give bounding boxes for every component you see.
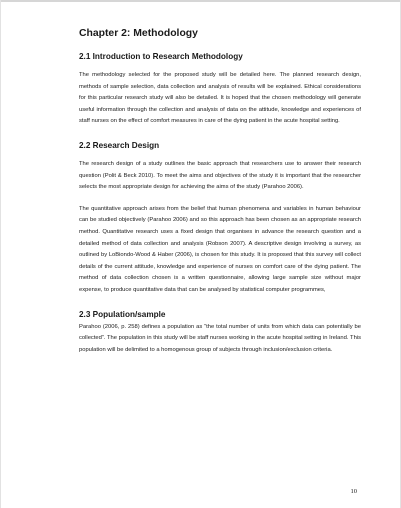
paragraph: The methodology selected for the proposed study will be detailed here. The planned research design, methods of sample selection, data collection and analysis of results will be explained. Ethical considerations for this particular research study will also be detailed. It is hoped that the chosen methodology will generate useful information through the collection and analysis of data on the attitude, knowledge and experiences of staff nurses on the effect of comfort measures in care of the dying patient in the acute hospital setting.	[79, 72, 361, 125]
section-heading: 2.1 Introduction to Research Methodology	[79, 52, 243, 61]
document-content	[79, 27, 361, 356]
page-left-border	[0, 0, 1, 508]
section-population-sample	[79, 309, 361, 357]
paragraph: The quantitative approach arises from the belief that human phenomena and variables in human behaviour can be studied objectively (Parahoo 2006) and so this approach has been chosen as an appropriate research method. Quantitative research uses a fixed design that organises in advance the research question and a detailed method of data collection and analysis (Robson 2007). A descriptive design involving a survey, as outlined by LoBiondo-Wood & Haber (2006), is chosen for this study. It is proposed that this survey will collect details of the current attitude, knowledge and experience of nurses on comfort care of the dying patient. The method of data collection chosen is a written questionnaire, allowing large sample size without major expense, to produce quantitative data that can be analysed by statistical computer programmes,	[79, 205, 361, 293]
chapter-title: Chapter 2: Methodology	[79, 28, 198, 39]
page-number: 10	[350, 488, 357, 495]
paragraph: The research design of a study outlines the basic approach that researchers use to answer their research question (Polit & Beck 2010). To meet the aims and objectives of the study it is important that the researcher selects the most appropriate design for achieving the aims of the study (Parahoo 2006).	[79, 160, 361, 191]
section-heading: 2.2 Research Design	[79, 140, 160, 150]
section-introduction	[79, 51, 361, 128]
page-top-border	[0, 0, 401, 2]
section-research-design	[79, 140, 361, 297]
section-heading: 2.3 Population/sample	[79, 309, 166, 319]
paragraph: Parahoo (2006, p. 258) defines a population as “the total number of units from which data can potentially be collected”. The population in this study will be staff nurses working in the acute hospital setting in Ireland. This population will be delimited to a homogenous group of subjects through inclusion/exclusion criteria.	[79, 323, 361, 353]
